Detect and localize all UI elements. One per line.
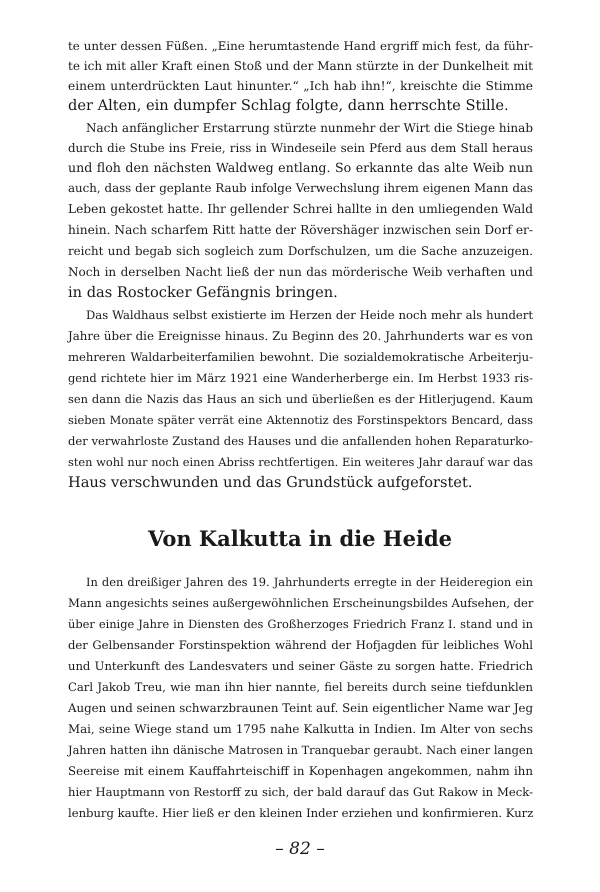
text-line: Das Waldhaus selbst existierte im Herzen der Heide noch mehr als hundert: [86, 308, 533, 322]
text-line: Carl Jakob Treu, wie man ihn hier nannte, fiel bereits durch seine tiefdunklen: [68, 680, 533, 694]
text-line: Leben gekostet hatte. Ihr gellender Schrei hallte in den umliegenden Wald: [68, 202, 533, 216]
text-line: sen dann die Nazis das Haus an sich und überließen es der Hitlerjugend. Kaum: [68, 392, 533, 406]
text-line: In den dreißiger Jahren des 19. Jahrhunderts erregte in der Heideregion ein: [86, 575, 533, 589]
text-line: Augen und seinen schwarzbraunen Teint auf. Sein eigentlicher Name war Jeg: [68, 701, 534, 715]
text-line: in das Rostocker Gefängnis bringen.: [68, 284, 338, 301]
text-line: Seereise mit einem Kauffahrteischiff in Kopenhagen angekommen, nahm ihn: [68, 764, 533, 778]
page-number: – 82 –: [275, 839, 325, 859]
text-line: lenburg kaufte. Hier ließ er den kleinen Inder erziehen und konfirmieren. Kurz: [68, 806, 534, 820]
text-line: hinein. Nach scharfem Ritt hatte der Rövershäger inzwischen sein Dorf er-: [68, 223, 533, 237]
text-line: hier Hauptmann von Restorff zu sich, der bald darauf das Gut Rakow in Meck-: [68, 785, 533, 799]
text-line: Jahre über die Ereignisse hinaus. Zu Beginn des 20. Jahrhunderts war es von: [68, 329, 533, 343]
text-line: über einige Jahre in Diensten des Großherzoges Friedrich Franz I. stand und in: [68, 617, 533, 631]
text-line: Jahren hatten ihn dänische Matrosen in Tranquebar geraubt. Nach einer langen: [68, 743, 533, 757]
text-line: der verwahrloste Zustand des Hauses und die anfallenden hohen Reparaturko-: [68, 434, 533, 448]
text-line: Haus verschwunden und das Grundstück aufgeforstet.: [68, 474, 473, 491]
text-line: Mai, seine Wiege stand um 1795 nahe Kalkutta in Indien. Im Alter von sechs: [68, 722, 533, 736]
text-line: sieben Monate später verrät eine Aktennotiz des Forstinspektors Bencard, dass: [68, 413, 533, 427]
text-line: reicht und begab sich sogleich zum Dorfschulzen, um die Sache anzuzeigen.: [68, 244, 533, 258]
text-line: te ich mit aller Kraft einen Stoß und der Mann stürzte in der Dunkelheit mit: [68, 59, 533, 73]
text-line: Nach anfänglicher Erstarrung stürzte nunmehr der Wirt die Stiege hinab: [86, 121, 533, 135]
text-line: gend richtete hier im März 1921 eine Wanderherberge ein. Im Herbst 1933 ris-: [68, 371, 533, 385]
text-line: und Unterkunft des Landesvaters und seiner Gäste zu sorgen hatte. Friedrich: [68, 659, 533, 673]
text-line: mehreren Waldarbeiterfamilien bewohnt. Die sozialdemokratische Arbeiterju-: [68, 350, 533, 364]
text-line: einem unterdrückten Laut hinunter.“ „Ich hab ihn!“, kreischte die Stimme: [68, 79, 533, 93]
text-line: te unter dessen Füßen. „Eine herumtastende Hand ergriff mich fest, da führ-: [68, 39, 533, 53]
text-line: auch, dass der geplante Raub infolge Verwechslung ihrem eigenen Mann das: [68, 181, 533, 195]
text-line: sten wohl nur noch einen Abriss rechtfertigen. Ein weiteres Jahr darauf war das: [68, 455, 533, 469]
text-line: durch die Stube ins Freie, riss in Windeseile sein Pferd aus dem Stall heraus: [68, 141, 533, 155]
section-heading: Von Kalkutta in die Heide: [147, 526, 453, 551]
text-line: Noch in derselben Nacht ließ der nun das mörderische Weib verhaften und: [68, 265, 533, 279]
text-line: Mann angesichts seines außergewöhnlichen Erscheinungsbildes Aufsehen, der: [68, 596, 534, 610]
text-line: der Gelbensander Forstinspektion während der Hofjagden für leibliches Wohl: [68, 638, 533, 652]
text-line: und floh den nächsten Waldweg entlang. So erkannte das alte Weib nun: [68, 160, 533, 175]
text-line: der Alten, ein dumpfer Schlag folgte, dann herrschte Stille.: [68, 97, 509, 114]
